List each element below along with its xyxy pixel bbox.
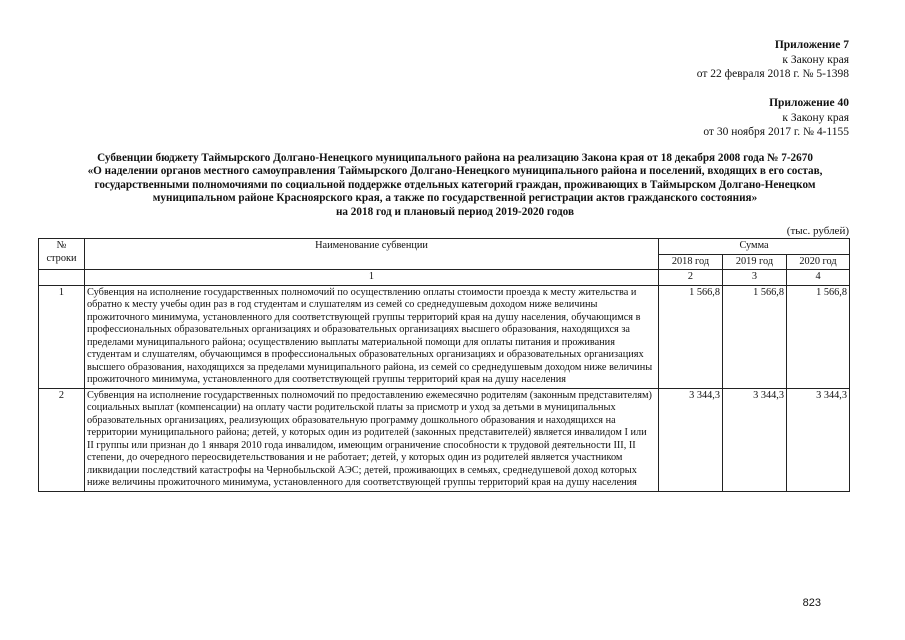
value-2019: 1 566,8 [723, 285, 787, 388]
column-number: 1 [85, 270, 659, 286]
appendix-block-1 [697, 38, 849, 82]
column-number: 4 [787, 270, 850, 286]
title-line: государственными полномочиями по социальной поддержке отдельных категорий граждан, проживающих в Таймырском Долгано-Ненецком [94, 178, 816, 191]
page-number: 823 [802, 597, 821, 609]
header-row-number-line1: № [56, 240, 67, 251]
value-2018: 3 344,3 [659, 388, 723, 491]
header-name: Наименование субвенции [85, 239, 659, 270]
header-year-2020: 2020 год [787, 254, 850, 270]
appendix-line: от 30 ноября 2017 г. № 4-1155 [703, 126, 849, 138]
appendix-block-2 [703, 96, 849, 140]
subvention-description: Субвенция на исполнение государственных полномочий по осуществлению оплаты стоимости проезда к месту жительства и обратно к месту учебы один раз в год студентам и слушателям из семей со среднедушевым доходом ниже величины прожиточного минимума, установленного для соответствующей группы территорий края на душу населения, обучающимся в профессиональных образовательных организациях и образовательных организациях высшего образования, находящихся за пределами муниципального района; осуществлению выплаты материальной помощи для оплаты питания и проживания студентам и слушателям, обучающимся в профессиональных образовательных организациях и образовательных организациях высшего образования, находящихся за пределами муниципального района, из семей со среднедушевым доходом ниже величины прожиточного минимума, установленного для соответствующей группы территорий края на душу населения [85, 285, 659, 388]
value-2018: 1 566,8 [659, 285, 723, 388]
value-2020: 3 344,3 [787, 388, 850, 491]
header-row-number-line2: строки [46, 252, 77, 264]
value-2019: 3 344,3 [723, 388, 787, 491]
title-line: «О наделении органов местного самоуправления Таймырского Долгано-Ненецкого муниципального района и поселений, входящих в его состав, [87, 165, 823, 178]
table-column-numbers-row [39, 270, 850, 286]
table-row [39, 388, 850, 491]
document-title [40, 152, 870, 219]
appendix-title: Приложение 40 [769, 97, 849, 109]
column-number: 3 [723, 270, 787, 286]
value-2020: 1 566,8 [787, 285, 850, 388]
appendix-line: к Закону края [782, 111, 849, 124]
column-number: 2 [659, 270, 723, 286]
appendix-line: к Закону края [782, 53, 849, 66]
header-sum: Сумма [659, 239, 850, 255]
subventions-table [38, 238, 850, 492]
header-year-2018: 2018 год [659, 254, 723, 270]
appendix-line: от 22 февраля 2018 г. № 5-1398 [696, 68, 849, 80]
table-header-row [39, 239, 850, 255]
appendix-title: Приложение 7 [774, 39, 849, 51]
units-label: (тыс. рублей) [786, 225, 849, 237]
column-number [39, 270, 85, 286]
header-row-number [39, 239, 85, 270]
title-line: Субвенции бюджету Таймырского Долгано-Ненецкого муниципального района на реализацию Закона края от 18 декабря 2008 года № 7-2670 [97, 152, 813, 164]
title-line: на 2018 год и плановый период 2019-2020 годов [335, 205, 575, 218]
row-number: 2 [39, 388, 85, 491]
title-line: муниципальном районе Красноярского края, а также по государственной регистрации актов гражданского состояния» [152, 192, 758, 205]
row-number: 1 [39, 285, 85, 388]
table-row [39, 285, 850, 388]
subvention-description: Субвенция на исполнение государственных полномочий по предоставлению ежемесячно родителям (законным представителям) социальных выплат (компенсации) на оплату части родительской платы за присмотр и уход за детьми в муниципальных образовательных организациях, реализующих образовательную программу дошкольного образования и находящихся на территории муниципального района; детей, у которых один из родителей (законных представителей) является инвалидом I или II группы или признан до 1 января 2010 года инвалидом, имеющим ограничение способности к трудовой деятельности III, II степени, до очередного переосвидетельствования и не работает; детей, у которых один из родителей является участником ликвидации последствий катастрофы на Чернобыльской АЭС; детей, проживающих в семьях, среднедушевой доход которых ниже величины прожиточного минимума, установленного для соответствующей группы территорий края на душу населения [85, 388, 659, 491]
header-year-2019: 2019 год [723, 254, 787, 270]
